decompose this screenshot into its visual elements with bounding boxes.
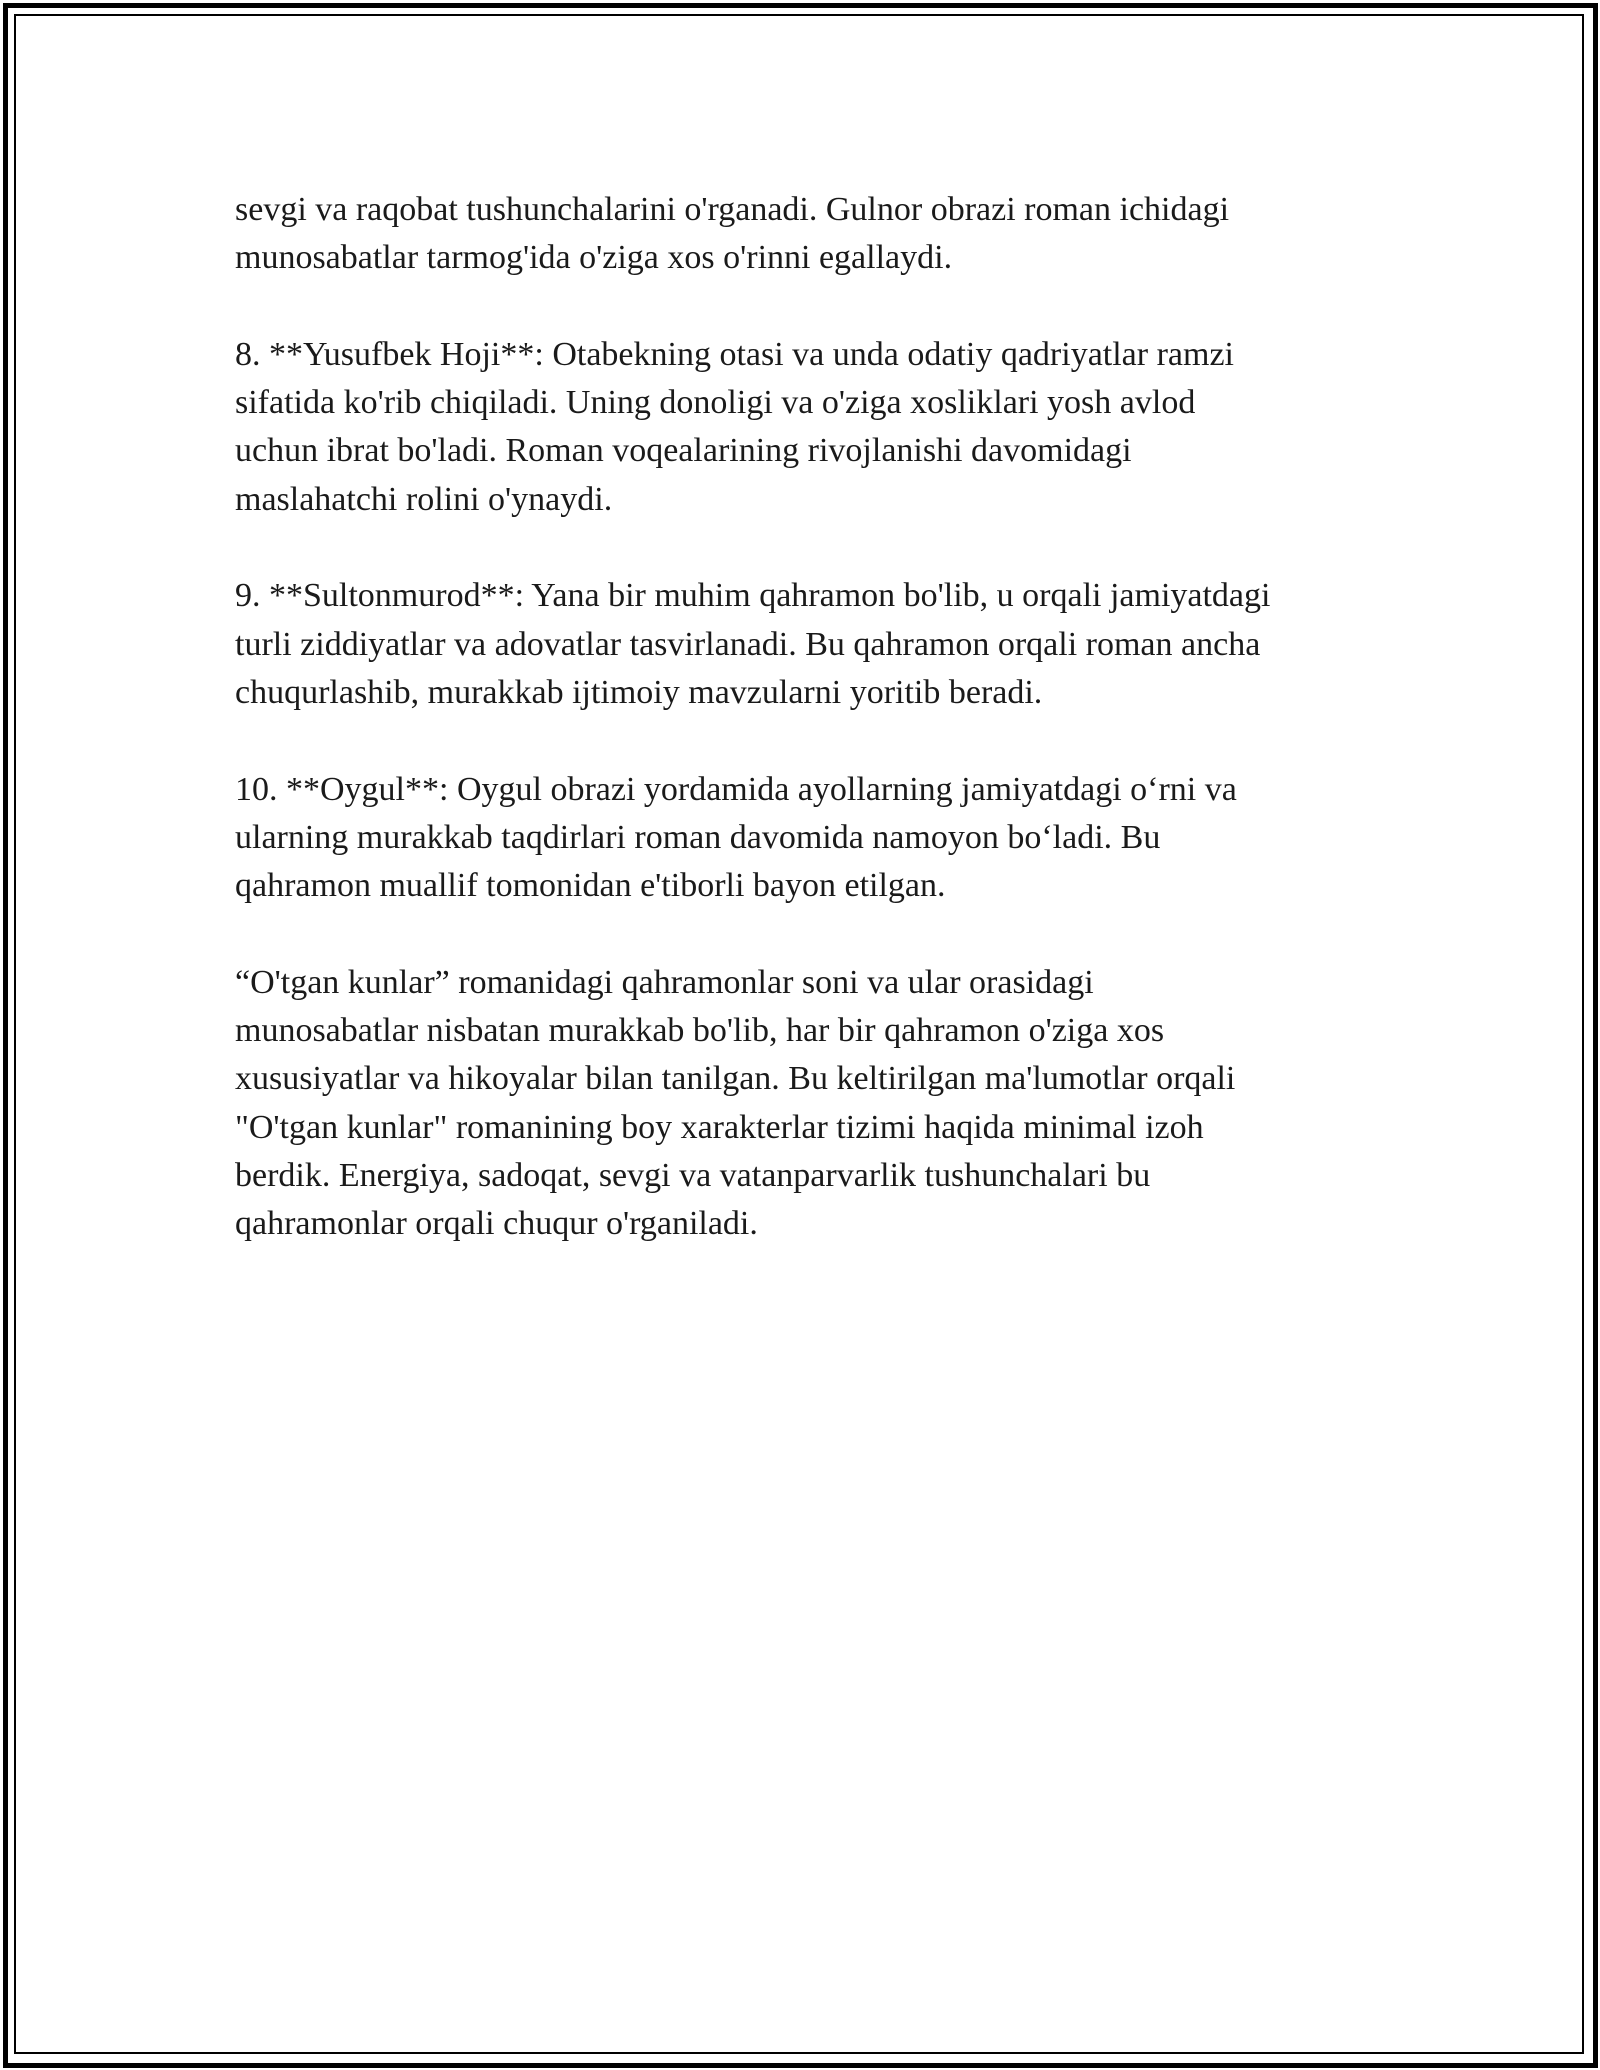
paragraph-yusufbek-hoji: 8. **Yusufbek Hoji**: Otabekning otasi va unda odatiy qadriyatlar ramzi sifatida ko'rib chiqiladi. Uning donoligi va o'ziga xosliklari yosh avlod uchun ibrat bo'ladi. Roman voqealarining rivojlanishi davomidagi maslahatchi rolini o'ynaydi. [235,335,1234,518]
document-body [235,186,1385,1297]
paragraph-oygul: 10. **Oygul**: Oygul obrazi yordamida ayollarning jamiyatdagi o‘rni va ularning murakkab taqdirlari roman davomida namoyon bo‘ladi. Bu qahramon muallif tomonidan e'tiborli bayon etilgan. [235,770,1237,905]
paragraph-sultonmurod: 9. **Sultonmurod**: Yana bir muhim qahramon bo'lib, u orqali jamiyatdagi turli ziddiyatlar va adovatlar tasvirlanadi. Bu qahramon orqali roman ancha chuqurlashib, murakkab ijtimoiy mavzularni yoritib beradi. [235,577,1271,711]
paragraph-gulnor-continuation: sevgi va raqobat tushunchalarini o'rganadi. Gulnor obrazi roman ichidagi munosabatlar tarmog'ida o'ziga xos o'rinni egallaydi. [235,191,1230,277]
paragraph-conclusion: “O'tgan kunlar” romanidagi qahramonlar soni va ular orasidagi munosabatlar nisbatan murakkab bo'lib, har bir qahramon o'ziga xos xususiyatlar va hikoyalar bilan tanilgan. Bu keltirilgan ma'lumotlar orqali "O'tgan kunlar" romanining boy xarakterlar tizimi haqida minimal izoh berdik. Energiya, sadoqat, sevgi va vatanparvarlik tushunchalari bu qahramonlar orqali chuqur o'rganiladi. [235,963,1236,1243]
